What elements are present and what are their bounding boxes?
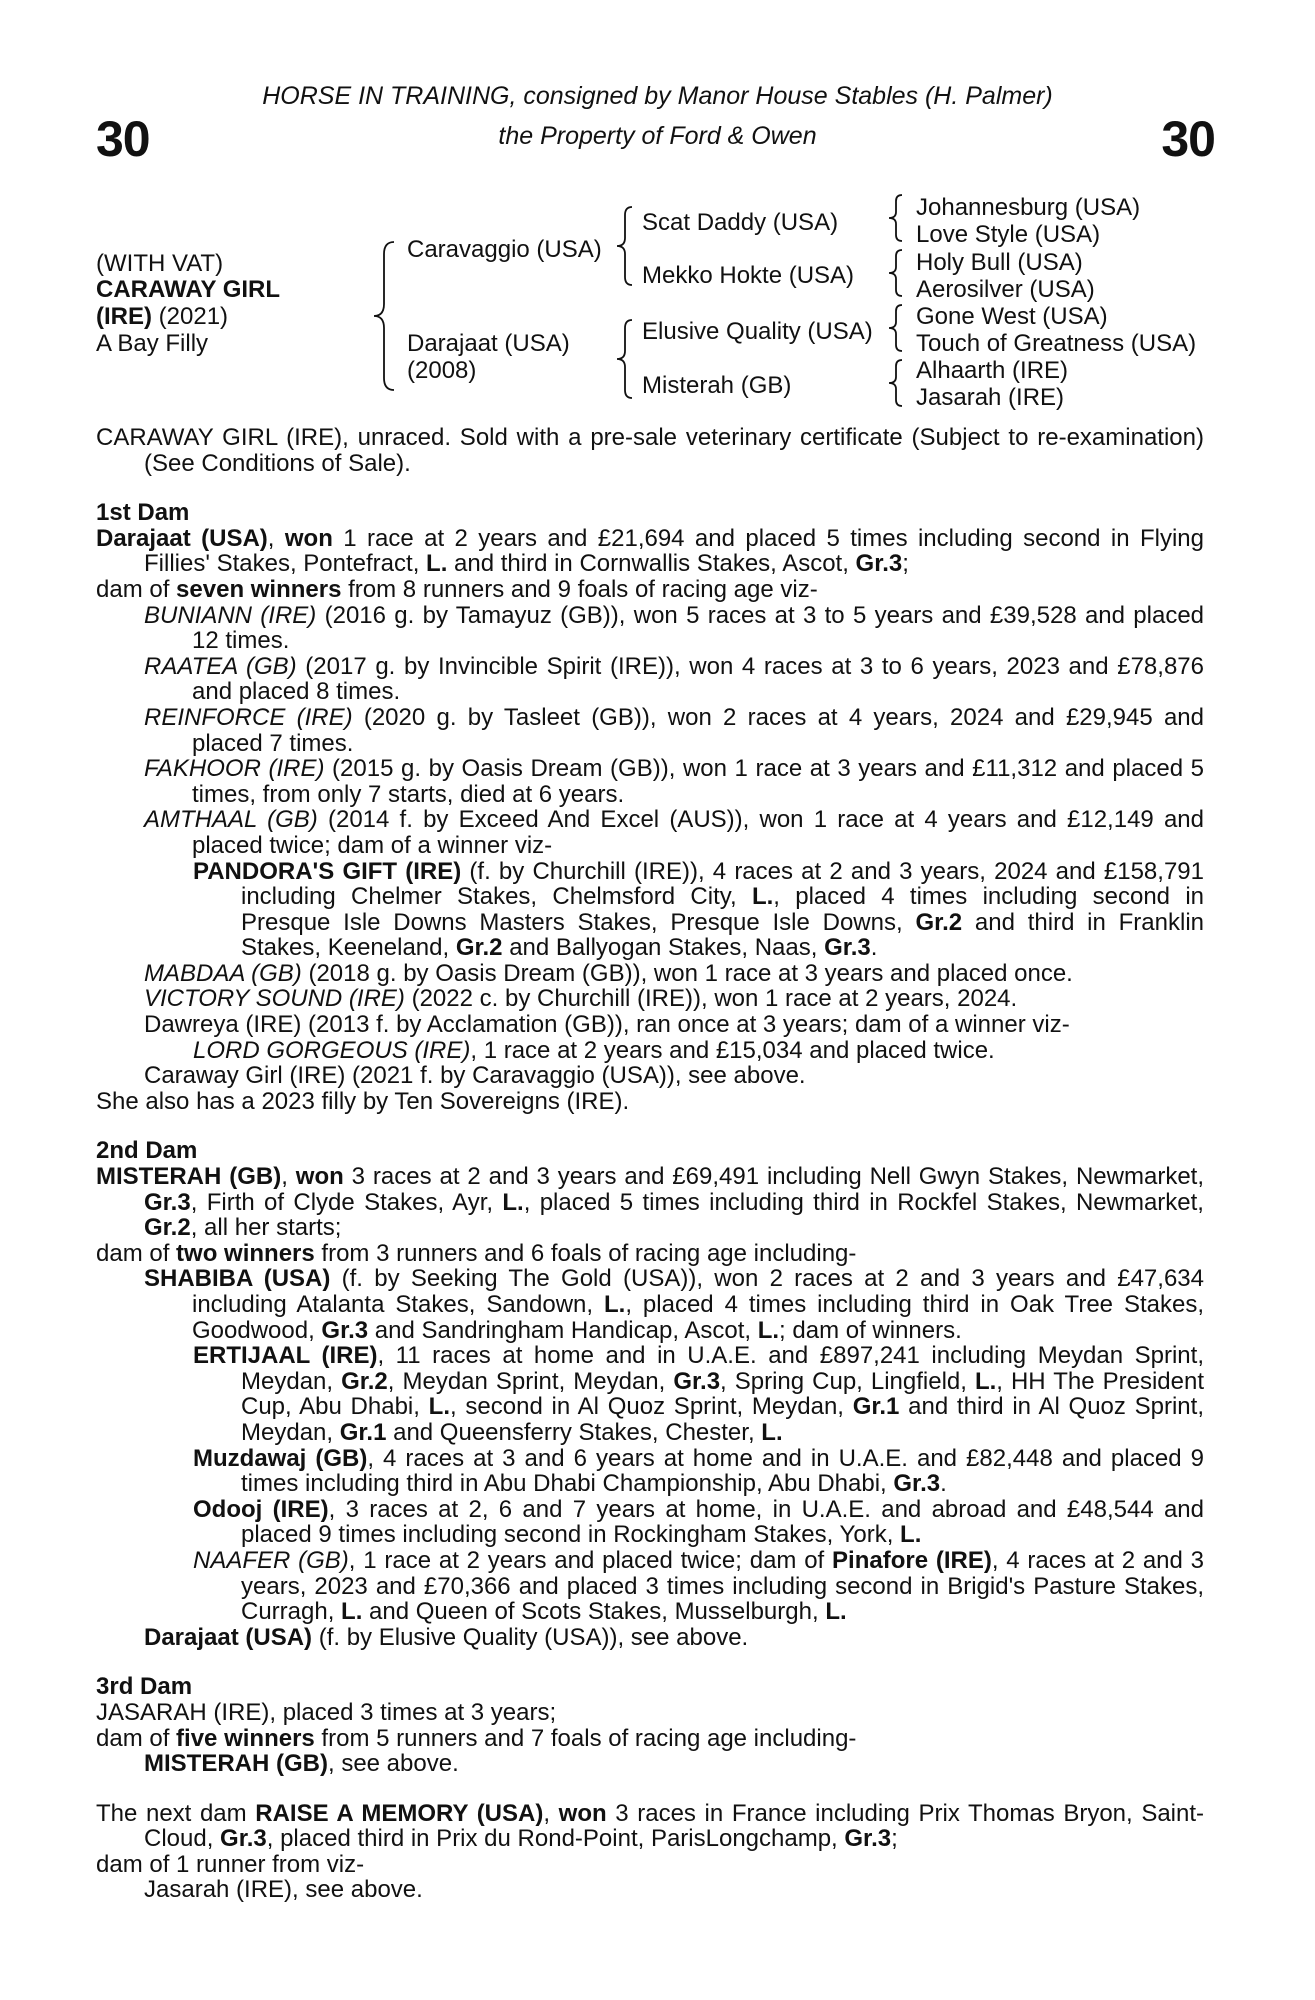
produce-name: SHABIBA (USA) bbox=[144, 1265, 331, 1293]
group-label: Gr.2 bbox=[915, 908, 963, 936]
record-text: , placed third in Prix du Rond-Point, ParisLongchamp, bbox=[266, 1825, 845, 1853]
produce-text: , HH The President Cup, Abu Dhabi, bbox=[241, 1367, 1204, 1421]
lot-number-right: 30 bbox=[1161, 111, 1215, 167]
produce-name: Pinafore (IRE) bbox=[832, 1546, 992, 1574]
produce-name: FAKHOOR (IRE) bbox=[144, 755, 325, 783]
produce-text: , 1 race at 2 years and £15,034 and placed twice. bbox=[470, 1036, 995, 1064]
produce-name: LORD GORGEOUS (IRE) bbox=[193, 1036, 471, 1064]
pedigree-sdd: Aerosilver (USA) bbox=[916, 276, 1095, 303]
produce-text: from 3 runners and 6 foals of racing age including- bbox=[314, 1239, 857, 1267]
produce-buniann bbox=[96, 603, 1204, 654]
produce-pandoras-gift bbox=[96, 859, 1204, 961]
produce-name: MISTERAH (GB) bbox=[144, 1750, 328, 1778]
group-label: Gr.3 bbox=[220, 1825, 267, 1853]
group-label: Gr.3 bbox=[144, 1188, 191, 1216]
pedigree-dsd: Touch of Greatness (USA) bbox=[916, 330, 1197, 357]
horse-name: CARAWAY GIRL bbox=[96, 276, 281, 303]
produce-text: , 11 races at home and in U.A.E. and £897,241 including Meydan Sprint, Meydan, bbox=[241, 1342, 1204, 1395]
produce-text: (2020 g. by Tasleet (GB)), won 2 races at 4 years, 2024 and £29,945 and placed 7 times. bbox=[192, 703, 1205, 757]
produce-name: RAATEA (GB) bbox=[144, 652, 297, 680]
group-label: Gr.3 bbox=[321, 1316, 369, 1344]
first-dam-record: Darajaat (USA), won 1 race at 2 years and £21,694 and placed 5 times including second in Flying Fillies' Stakes, Pontefract, L. and third in Cornwallis Stakes, Ascot, Gr.3; bbox=[96, 524, 1204, 578]
produce-shabiba bbox=[96, 1266, 1204, 1343]
produce-text: , Spring Cup, Lingfield, bbox=[720, 1367, 975, 1395]
header-owner: the Property of Ford & Owen bbox=[498, 122, 817, 150]
produce-text: , 4 races at 2 and 3 years, 2023 and £70,366 and placed 3 times including second in Brigid's Pasture Stakes, Curragh, bbox=[241, 1546, 1204, 1626]
listed-label: L. bbox=[341, 1598, 363, 1626]
listed-label: L. bbox=[757, 1316, 780, 1344]
horse-description: A Bay Filly bbox=[96, 330, 209, 357]
pedigree-dam-year: (2008) bbox=[407, 357, 477, 384]
produce-raatea bbox=[96, 654, 1204, 705]
produce-text: , placed 4 times including third in Oak Tree Stakes, Goodwood, bbox=[192, 1291, 1204, 1344]
vat-note: (WITH VAT) bbox=[96, 250, 224, 277]
third-dam-heading: 3rd Dam bbox=[96, 1673, 193, 1701]
pedigree-dds: Alhaarth (IRE) bbox=[916, 357, 1069, 384]
produce-name: AMTHAAL (GB) bbox=[144, 806, 318, 834]
first-dam-produce-summary bbox=[96, 577, 1204, 603]
group-label: Gr.1 bbox=[852, 1393, 900, 1421]
produce-caraway-girl: Caraway Girl (IRE) (2021 f. by Caravaggio (USA)), see above. bbox=[144, 1062, 806, 1090]
pedigree-brace-dd bbox=[884, 358, 906, 408]
produce-text: . bbox=[940, 1470, 947, 1498]
listed-label: L. bbox=[502, 1188, 524, 1216]
produce-name: Muzdawaj (GB) bbox=[193, 1444, 368, 1472]
produce-text: from 5 runners and 7 foals of racing age including- bbox=[314, 1724, 857, 1752]
record-text: , Firth of Clyde Stakes, Ayr, bbox=[190, 1188, 503, 1216]
produce-text: and third in Franklin Stakes, Keeneland, bbox=[241, 908, 1204, 962]
produce-text: (2016 g. by Tamayuz (GB)), won 5 races at 3 to 5 years and £39,528 and placed 12 times. bbox=[192, 601, 1205, 655]
listed-label: L. bbox=[428, 1393, 450, 1421]
produce-text: and Sandringham Handicap, Ascot, bbox=[368, 1316, 758, 1344]
pedigree-ddd: Jasarah (IRE) bbox=[916, 384, 1065, 411]
second-dam-name: MISTERAH (GB) bbox=[96, 1163, 282, 1191]
produce-text: ; dam of winners. bbox=[779, 1316, 962, 1344]
next-dam-name: RAISE A MEMORY (USA) bbox=[255, 1799, 544, 1827]
produce-text: , see above. bbox=[327, 1750, 459, 1778]
produce-darajaat bbox=[96, 1625, 1204, 1651]
pedigree-dam-sire: Elusive Quality (USA) bbox=[642, 318, 873, 345]
record-text: , placed 5 times including third in Rockfel Stakes, Newmarket, bbox=[523, 1188, 1204, 1216]
third-dam-record: JASARAH (IRE), placed 3 times at 3 years; bbox=[96, 1698, 557, 1726]
produce-fakhoor bbox=[96, 756, 1204, 807]
produce-text: . bbox=[870, 934, 878, 962]
pedigree-dss: Gone West (USA) bbox=[916, 303, 1108, 330]
produce-text: and third in Al Quoz Sprint, Meydan, bbox=[241, 1393, 1204, 1446]
horse-country: (IRE) bbox=[96, 303, 152, 330]
produce-text: , 1 race at 2 years and placed twice; dam of bbox=[348, 1546, 833, 1574]
produce-text: and Queensferry Stakes, Chester, bbox=[386, 1418, 762, 1446]
produce-text: and Ballyogan Stakes, Naas, bbox=[502, 934, 825, 962]
second-dam-produce-summary bbox=[96, 1241, 1204, 1267]
second-dam-heading: 2nd Dam bbox=[96, 1137, 198, 1165]
produce-text: (2018 g. by Oasis Dream (GB)), won 1 race at 3 years and placed once. bbox=[301, 959, 1073, 987]
pedigree-sire-sire: Scat Daddy (USA) bbox=[642, 209, 839, 236]
record-text: and third in Cornwallis Stakes, Ascot, bbox=[447, 550, 856, 578]
header-consignor: HORSE IN TRAINING, consigned by Manor House Stables (H. Palmer) bbox=[262, 82, 1053, 110]
next-dam-record: The next dam RAISE A MEMORY (USA), won 3 races in France including Prix Thomas Bryon, Saint-Cloud, Gr.3, placed third in Prix du Rond-Point, ParisLongchamp, Gr.3; bbox=[96, 1799, 1205, 1853]
next-dam-produce-summary: dam of 1 runner from viz- bbox=[96, 1850, 365, 1878]
produce-lord-gorgeous bbox=[96, 1038, 1204, 1064]
produce-reinforce bbox=[96, 705, 1204, 756]
won-label: won bbox=[295, 1163, 344, 1191]
produce-misterah bbox=[96, 1751, 1204, 1777]
produce-text: and Queen of Scots Stakes, Musselburgh, bbox=[362, 1598, 826, 1626]
produce-text: (f. by Churchill (IRE)), 4 races at 2 and 3 years, 2024 and £158,791 including Chelmer Stakes, Chelmsford City, bbox=[241, 857, 1204, 911]
produce-text: (f. by Elusive Quality (USA)), see above. bbox=[312, 1623, 749, 1651]
dam-of-label: dam of bbox=[96, 1239, 177, 1267]
listed-label: L. bbox=[761, 1418, 783, 1446]
produce-victory-sound bbox=[96, 986, 1204, 1012]
second-dam-record: MISTERAH (GB), won 3 races at 2 and 3 years and £69,491 including Nell Gwyn Stakes, Newmarket, Gr.3, Firth of Clyde Stakes, Ayr, L., placed 5 times including third in Rockfel Stakes, Newmarket, Gr.2, all her starts; bbox=[96, 1163, 1205, 1242]
group-label: Gr.2 bbox=[341, 1367, 388, 1395]
winners-count: two winners bbox=[176, 1239, 315, 1267]
produce-name: BUNIANN (IRE) bbox=[144, 601, 317, 629]
pedigree-ssd: Love Style (USA) bbox=[916, 221, 1101, 248]
produce-text: , 3 races at 2, 6 and 7 years at home, in U.A.E. and abroad and £48,544 and placed 9 times including second in Rockingham Stakes, York, bbox=[241, 1495, 1204, 1549]
pedigree-brace-main bbox=[368, 240, 398, 392]
group-label: Gr.3 bbox=[844, 1825, 892, 1853]
produce-text: , placed 4 times including second in Presque Isle Downs Masters Stakes, Presque Isle Downs, bbox=[241, 883, 1204, 936]
record-text: , all her starts; bbox=[190, 1214, 342, 1242]
produce-dawreya: Dawreya (IRE) (2013 f. by Acclamation (GB)), ran once at 3 years; dam of a winner viz- bbox=[144, 1011, 1070, 1039]
produce-text: (2015 g. by Oasis Dream (GB)), won 1 race at 3 years and £11,312 and placed 5 times, from only 7 starts, died at 6 years. bbox=[192, 755, 1204, 808]
horse-country-year bbox=[96, 303, 228, 330]
produce-text: , second in Al Quoz Sprint, Meydan, bbox=[450, 1393, 853, 1421]
produce-muzdawaj bbox=[96, 1446, 1204, 1497]
produce-text: from 8 runners and 9 foals of racing age viz- bbox=[341, 575, 818, 603]
lot-number-left: 30 bbox=[96, 111, 150, 167]
pedigree-brace-dam bbox=[612, 318, 636, 400]
record-text: 1 race at 2 years and £21,694 and placed 5 times including second in Flying Fillies' Stakes, Pontefract, bbox=[144, 524, 1204, 578]
pedigree-brace-sd bbox=[884, 248, 906, 298]
produce-name: NAAFER (GB) bbox=[193, 1546, 349, 1574]
produce-ertijaal bbox=[96, 1343, 1204, 1445]
listed-label: L. bbox=[825, 1598, 847, 1626]
intro-paragraph: CARAWAY GIRL (IRE), unraced. Sold with a pre-sale veterinary certificate (Subject to re-examination) (See Conditions of Sale). bbox=[96, 424, 1204, 477]
winners-count: seven winners bbox=[176, 575, 342, 603]
first-dam-also: She also has a 2023 filly by Ten Sovereigns (IRE). bbox=[96, 1087, 630, 1115]
group-label: Gr.2 bbox=[144, 1214, 191, 1242]
pedigree-brace-ss bbox=[884, 193, 906, 243]
dam-of-label: dam of bbox=[96, 1724, 177, 1752]
record-text: 3 races in France including Prix Thomas Bryon, Saint-Cloud, bbox=[144, 1799, 1205, 1853]
produce-mabdaa bbox=[96, 961, 1204, 987]
produce-name: REINFORCE (IRE) bbox=[144, 703, 353, 731]
group-label: Gr.3 bbox=[855, 550, 903, 578]
listed-label: L. bbox=[900, 1521, 922, 1549]
pedigree-sire: Caravaggio (USA) bbox=[407, 236, 602, 263]
catalogue-body bbox=[96, 425, 1204, 1903]
pedigree-dam-dam: Misterah (GB) bbox=[642, 372, 792, 399]
produce-naafer bbox=[96, 1548, 1204, 1625]
won-label: won bbox=[284, 524, 333, 552]
group-label: Gr.1 bbox=[339, 1418, 387, 1446]
produce-text: (2022 c. by Churchill (IRE)), won 1 race at 2 years, 2024. bbox=[404, 985, 1018, 1013]
produce-text: (f. by Seeking The Gold (USA)), won 2 races at 2 and 3 years and £47,634 including Atalanta Stakes, Sandown, bbox=[192, 1265, 1204, 1318]
group-label: Gr.3 bbox=[673, 1367, 721, 1395]
produce-jasarah: Jasarah (IRE), see above. bbox=[144, 1876, 423, 1904]
dam-of-label: dam of bbox=[96, 575, 177, 603]
first-dam-name: Darajaat (USA) bbox=[96, 524, 268, 552]
next-dam-intro: The next dam bbox=[96, 1799, 256, 1827]
first-dam-heading: 1st Dam bbox=[96, 499, 190, 527]
pedigree-sds: Holy Bull (USA) bbox=[916, 249, 1083, 276]
produce-name: Odooj (IRE) bbox=[193, 1495, 329, 1523]
record-text: ; bbox=[891, 1825, 898, 1853]
winners-count: five winners bbox=[176, 1724, 315, 1752]
produce-name: ERTIJAAL (IRE) bbox=[193, 1342, 378, 1370]
pedigree-sss: Johannesburg (USA) bbox=[916, 194, 1141, 221]
horse-year: (2021) bbox=[158, 303, 229, 330]
produce-name: MABDAA (GB) bbox=[144, 959, 302, 987]
group-label: Gr.3 bbox=[893, 1470, 941, 1498]
produce-name: PANDORA'S GIFT (IRE) bbox=[193, 857, 462, 885]
produce-amthaal bbox=[96, 807, 1204, 858]
pedigree-brace-ds bbox=[884, 303, 906, 353]
pedigree-brace-sire bbox=[612, 205, 636, 287]
third-dam-produce-summary bbox=[96, 1726, 1204, 1752]
listed-label: L. bbox=[751, 883, 774, 911]
listed-label: L. bbox=[974, 1367, 997, 1395]
record-text: 3 races at 2 and 3 years and £69,491 including Nell Gwyn Stakes, Newmarket, bbox=[343, 1163, 1205, 1191]
produce-name: VICTORY SOUND (IRE) bbox=[144, 985, 405, 1013]
record-text: ; bbox=[902, 550, 909, 578]
pedigree-dam: Darajaat (USA) bbox=[407, 330, 570, 357]
produce-text: , Meydan Sprint, Meydan, bbox=[387, 1367, 674, 1395]
produce-name: Darajaat (USA) bbox=[144, 1623, 313, 1651]
group-label: Gr.2 bbox=[455, 934, 503, 962]
listed-label: L. bbox=[426, 550, 448, 578]
listed-label: L. bbox=[604, 1291, 626, 1318]
pedigree-sire-dam: Mekko Hokte (USA) bbox=[642, 262, 855, 289]
won-label: won bbox=[558, 1799, 607, 1827]
produce-text: (2014 f. by Exceed And Excel (AUS)), won 1 race at 4 years and £12,149 and placed twice; dam of a winner viz- bbox=[192, 806, 1204, 859]
group-label: Gr.3 bbox=[824, 934, 871, 962]
produce-text: , 4 races at 3 and 6 years at home and in U.A.E. and £82,448 and placed 9 times including third in Abu Dhabi Championship, Abu Dhabi, bbox=[241, 1444, 1204, 1498]
produce-text: (2017 g. by Invincible Spirit (IRE)), won 4 races at 3 to 6 years, 2023 and £78,876 and placed 8 times. bbox=[192, 652, 1204, 706]
produce-odooj bbox=[96, 1497, 1204, 1548]
